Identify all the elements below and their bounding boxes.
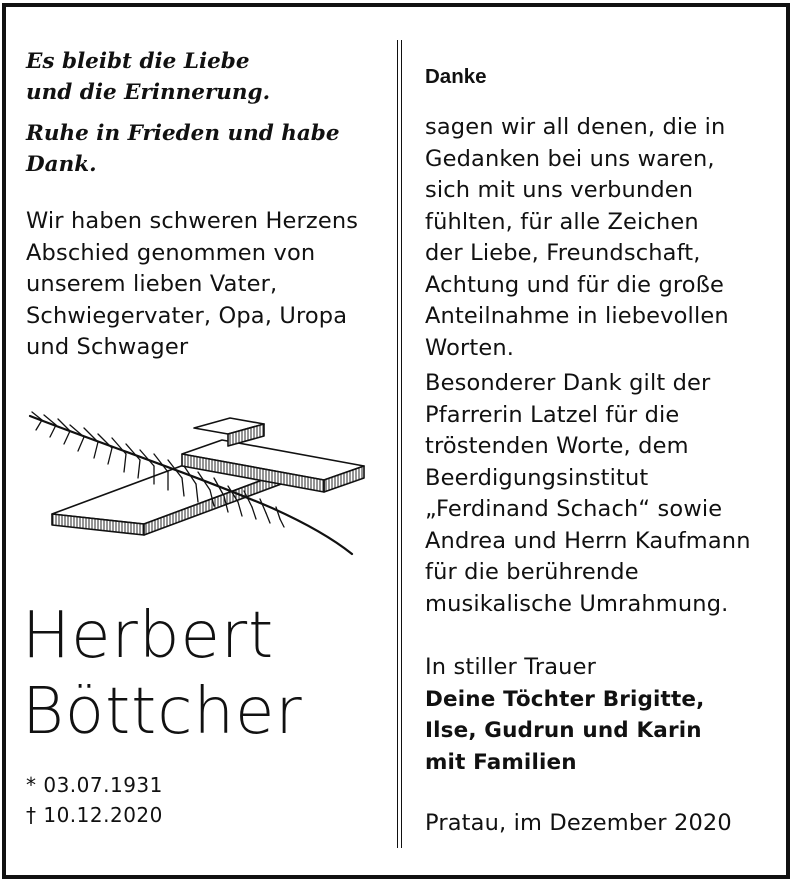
birth-date: * 03.07.1931 (26, 773, 163, 797)
first-name: Herbert (22, 599, 275, 673)
palm-frond-cross-icon (22, 404, 382, 564)
life-dates (26, 770, 163, 830)
thanks-heading: Danke (425, 65, 487, 88)
column-divider (397, 40, 402, 848)
intro-text: Wir haben schweren Herzens Abschied genommen von unserem lieben Vater, Schwiegervater, Opa, Uropa und Schwager (26, 208, 359, 360)
thanks-paragraph: sagen wir all denen, die in Gedanken bei uns waren, sich mit uns verbunden fühlten, für alle Zeichen der Liebe, Freundschaft, Achtung und für die große Anteilnahme in liebevollen Worten. (425, 114, 729, 361)
special-thanks-paragraph: Besonderer Dank gilt der Pfarrerin Latzel für die tröstenden Worte, dem Beerdigungsinstitut „Ferdinand Schach“ sowie Andrea und Herrn Kaufmann für die berührende musikalische Umrahmung. (425, 370, 751, 617)
last-name: Böttcher (22, 675, 303, 749)
quote-rest-in-peace: Ruhe in Frieden und habe Dank. (26, 121, 340, 177)
deceased-name (22, 598, 303, 750)
signature-names: Deine Töchter Brigitte, Ilse, Gudrun und Karin mit Familien (425, 686, 705, 775)
quote-remembrance: Es bleibt die Liebe und die Erinnerung. (26, 49, 271, 105)
place-date: Pratau, im Dezember 2020 (425, 810, 732, 836)
death-date: † 10.12.2020 (26, 803, 163, 827)
signature-lead: In stiller Trauer (425, 654, 596, 680)
signature (425, 652, 765, 778)
